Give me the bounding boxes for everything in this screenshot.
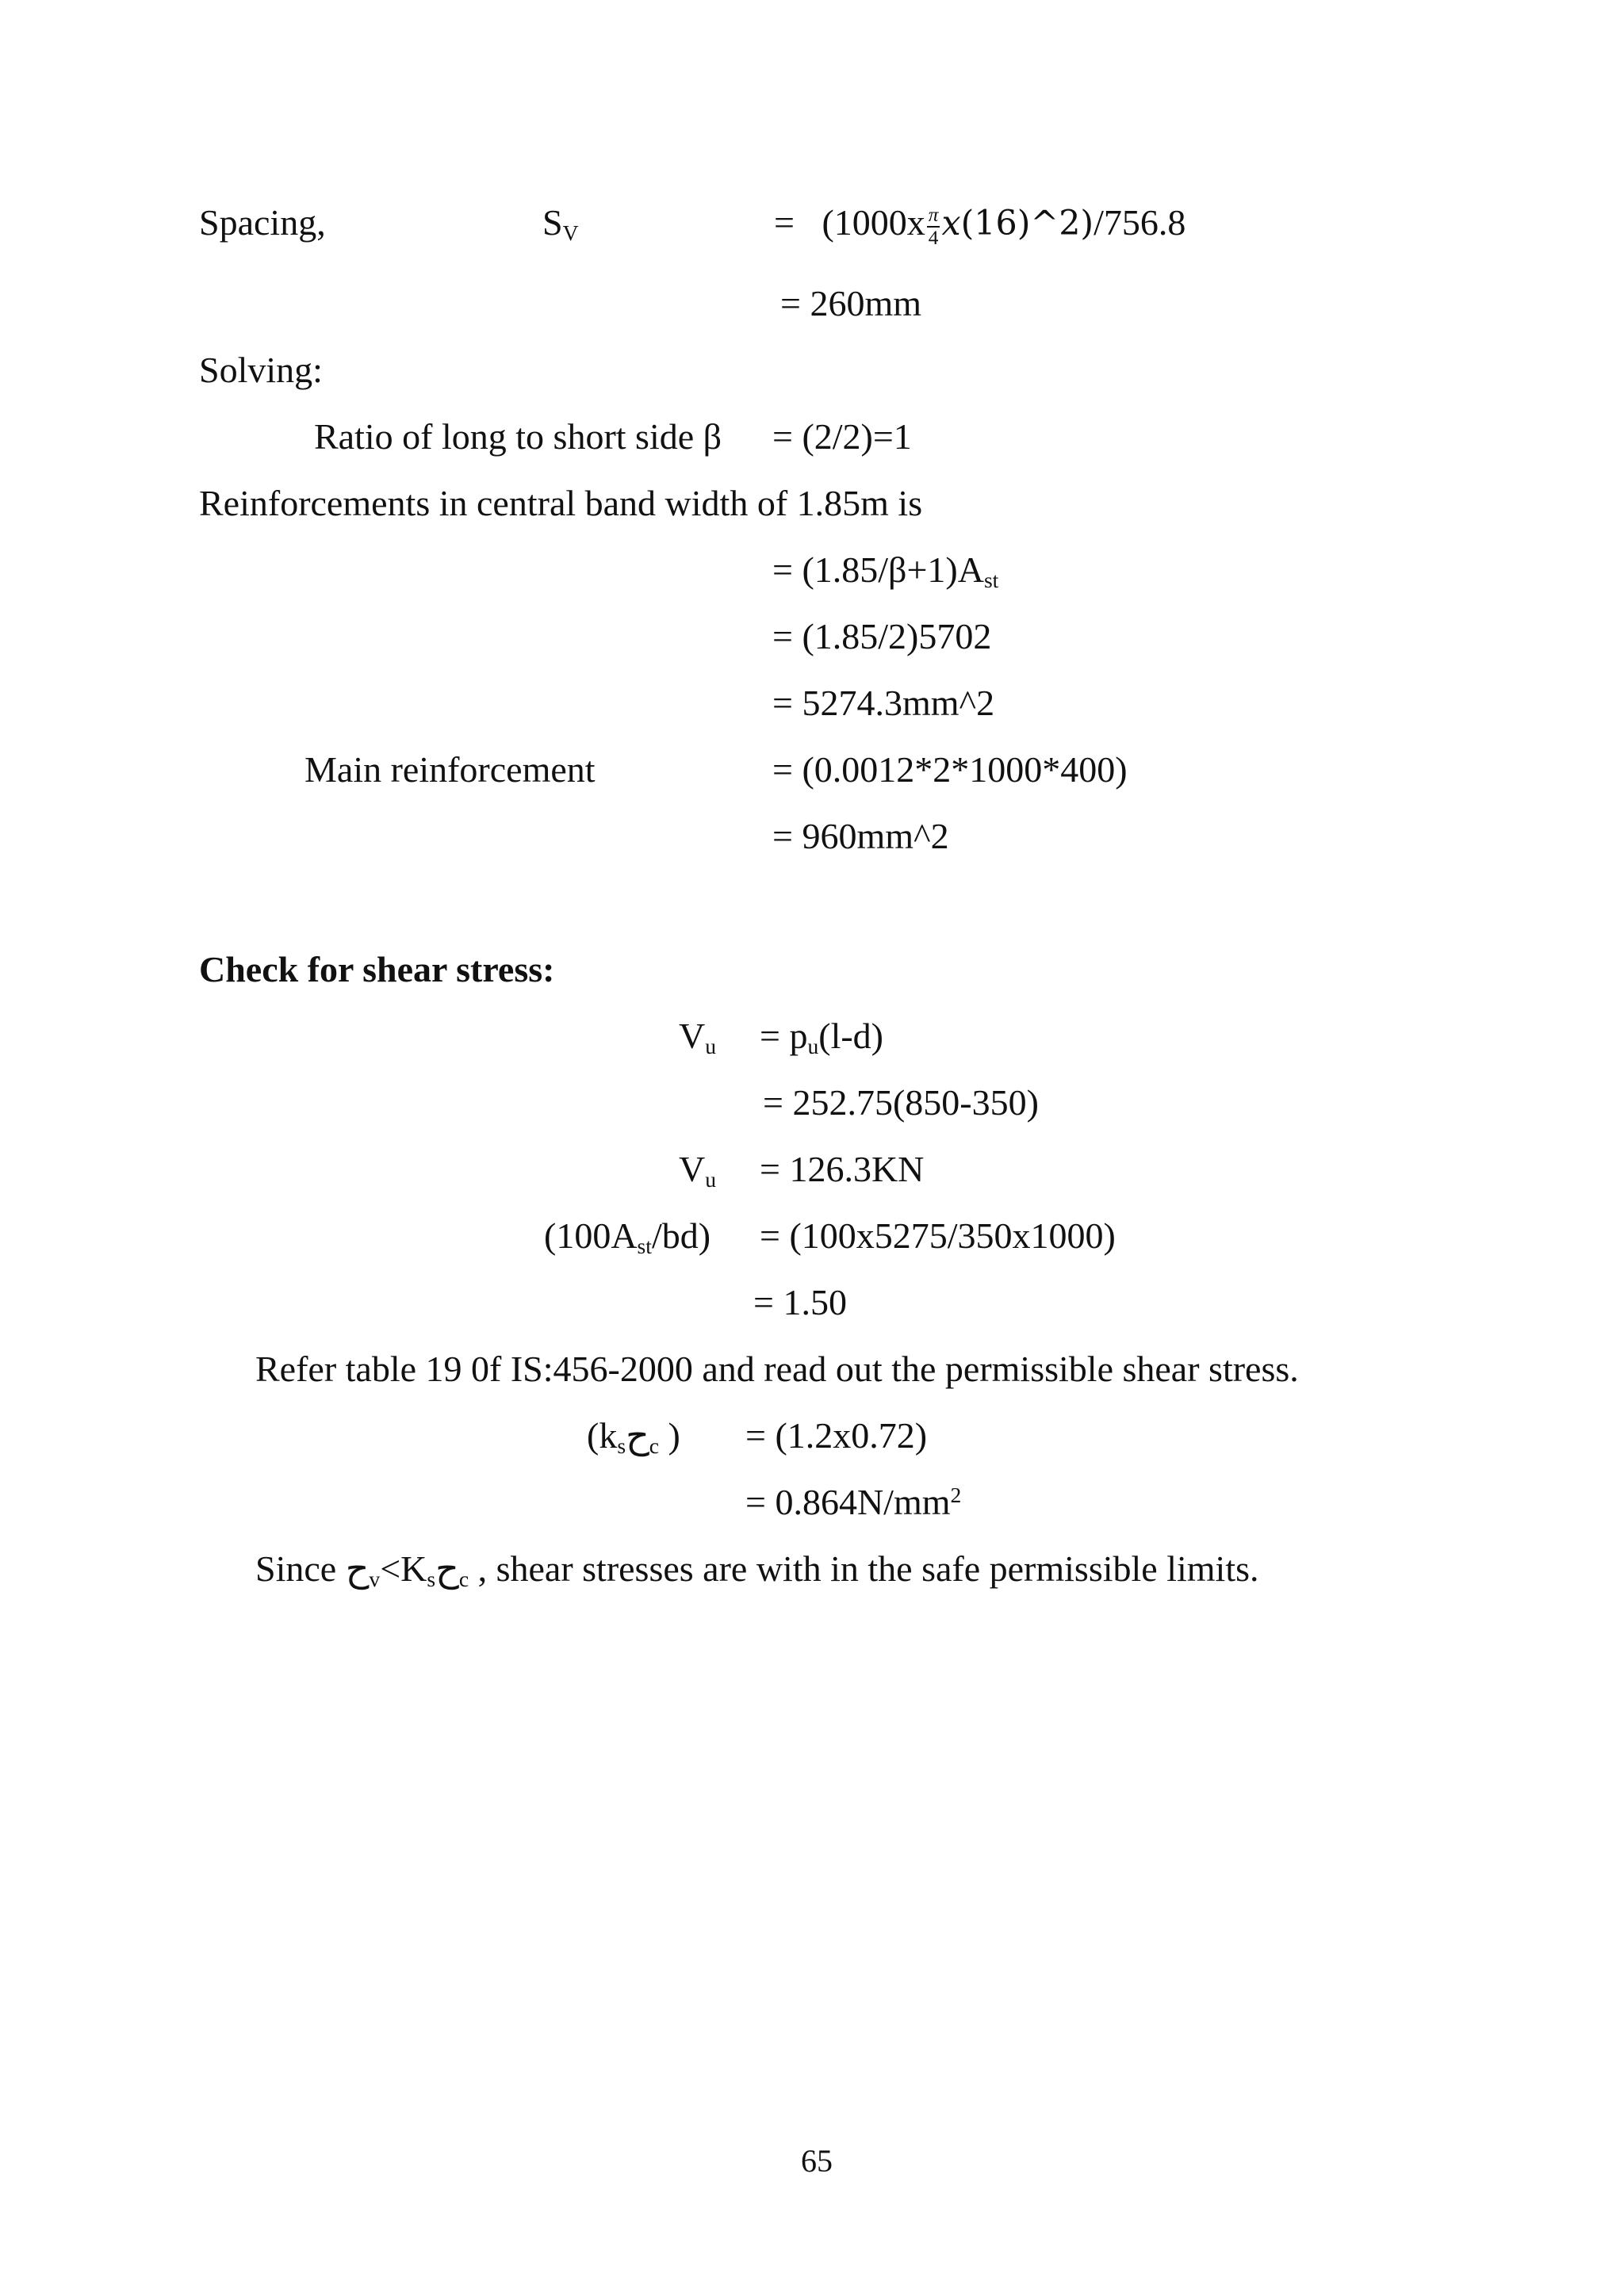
ks-tc-symbol: ($k_sح_c$ ): [587, 1415, 680, 1458]
page-number: 65: [801, 2143, 833, 2179]
shear-heading: Check for shear stress:: [199, 949, 555, 989]
ks-tc-value: = (1.2x0.72): [745, 1415, 928, 1456]
ratio-value: = (2/2)=1: [772, 416, 912, 457]
ks-tc-result: = $0.864N/mm^2$: [745, 1482, 962, 1522]
spacing-result: = 260mm: [780, 283, 922, 323]
vu-step: = 252.75(850-350): [763, 1082, 1039, 1123]
main-reinforcement-value: = (0.0012*2*1000*400): [772, 749, 1128, 790]
spacing-label: Spacing,: [199, 202, 326, 243]
ratio-label: Ratio of long to short side β: [314, 416, 722, 457]
vu-symbol: $V_u$: [679, 1016, 717, 1058]
conclusion-text: Since $ح_v<K_sح_c$ , shear stresses are with in the safe permissible limits.: [255, 1548, 1259, 1591]
refer-text: Refer table 19 0f IS:456-2000 and read out the permissible shear stress.: [255, 1349, 1299, 1389]
vu-equation: = $p_u(l-d)$: [760, 1016, 883, 1058]
band-step-1: = $(1.85/\beta+1)A_{st}$: [772, 549, 999, 592]
steel-ratio-result: = 1.50: [753, 1282, 847, 1322]
steel-ratio-lhs: $(100A_{st}/bd)$: [544, 1215, 711, 1258]
solving-label: Solving:: [199, 350, 323, 390]
steel-ratio-rhs: = (100x5275/350x1000): [760, 1215, 1116, 1256]
main-reinforcement-label: Main reinforcement: [304, 749, 596, 790]
main-reinforcement-result: = 960mm^2: [772, 816, 949, 856]
spacing-equation: = (1000x $\frac{\pi}{4}$ x(16)^2)/756.8: [774, 202, 1186, 249]
spacing-symbol: $S_V$: [542, 202, 579, 245]
pi-over-four-fraction: $\frac{\pi}{4}$: [928, 204, 939, 249]
vu-symbol-2: $V_u$: [679, 1149, 717, 1192]
band-step-3: = 5274.3mm^2: [772, 683, 995, 723]
vu-value: = 126.3KN: [760, 1149, 925, 1189]
band-text: Reinforcements in central band width of 1.85m is: [199, 483, 923, 523]
band-step-2: = (1.85/2)5702: [772, 616, 992, 656]
